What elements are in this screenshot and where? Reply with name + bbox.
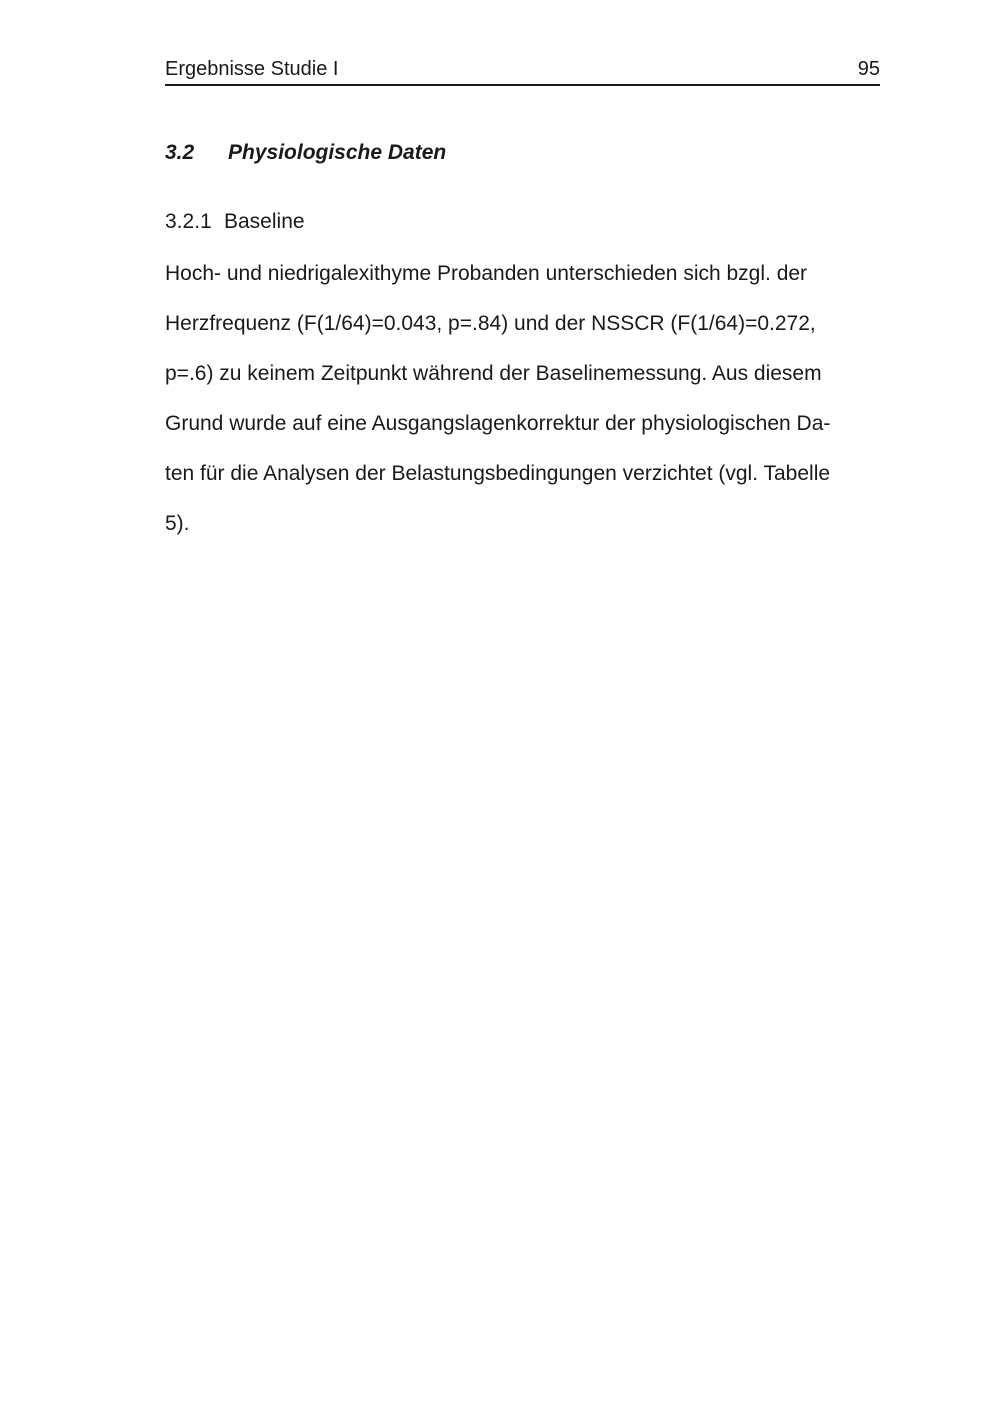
- section-title: Physiologische Daten: [228, 141, 447, 164]
- running-header: [165, 57, 880, 86]
- running-header-title: Ergebnisse Studie I: [165, 58, 339, 80]
- paragraph-line: Hoch- und niedrigalexithyme Probanden unterschieden sich bzgl. der: [165, 262, 808, 285]
- section-number: 3.2: [165, 141, 195, 164]
- page-number: 95: [857, 58, 880, 80]
- subsection-heading: [165, 210, 880, 234]
- paragraph-line: ten für die Analysen der Belastungsbedingungen verzichtet (vgl. Tabelle: [165, 462, 831, 485]
- section-heading: [165, 141, 880, 165]
- paragraph-line: Grund wurde auf eine Ausgangslagenkorrektur der physiologischen Da-: [165, 412, 831, 435]
- subsection-number: 3.2.1: [165, 210, 212, 233]
- subsection-title: Baseline: [224, 210, 305, 233]
- paragraph-line: 5).: [165, 512, 190, 535]
- paragraph-line: Herzfrequenz (F(1/64)=0.043, p=.84) und der NSSCR (F(1/64)=0.272,: [165, 312, 816, 335]
- body-paragraph: [165, 249, 885, 549]
- paragraph-line: p=.6) zu keinem Zeitpunkt während der Baselinemessung. Aus diesem: [165, 362, 822, 385]
